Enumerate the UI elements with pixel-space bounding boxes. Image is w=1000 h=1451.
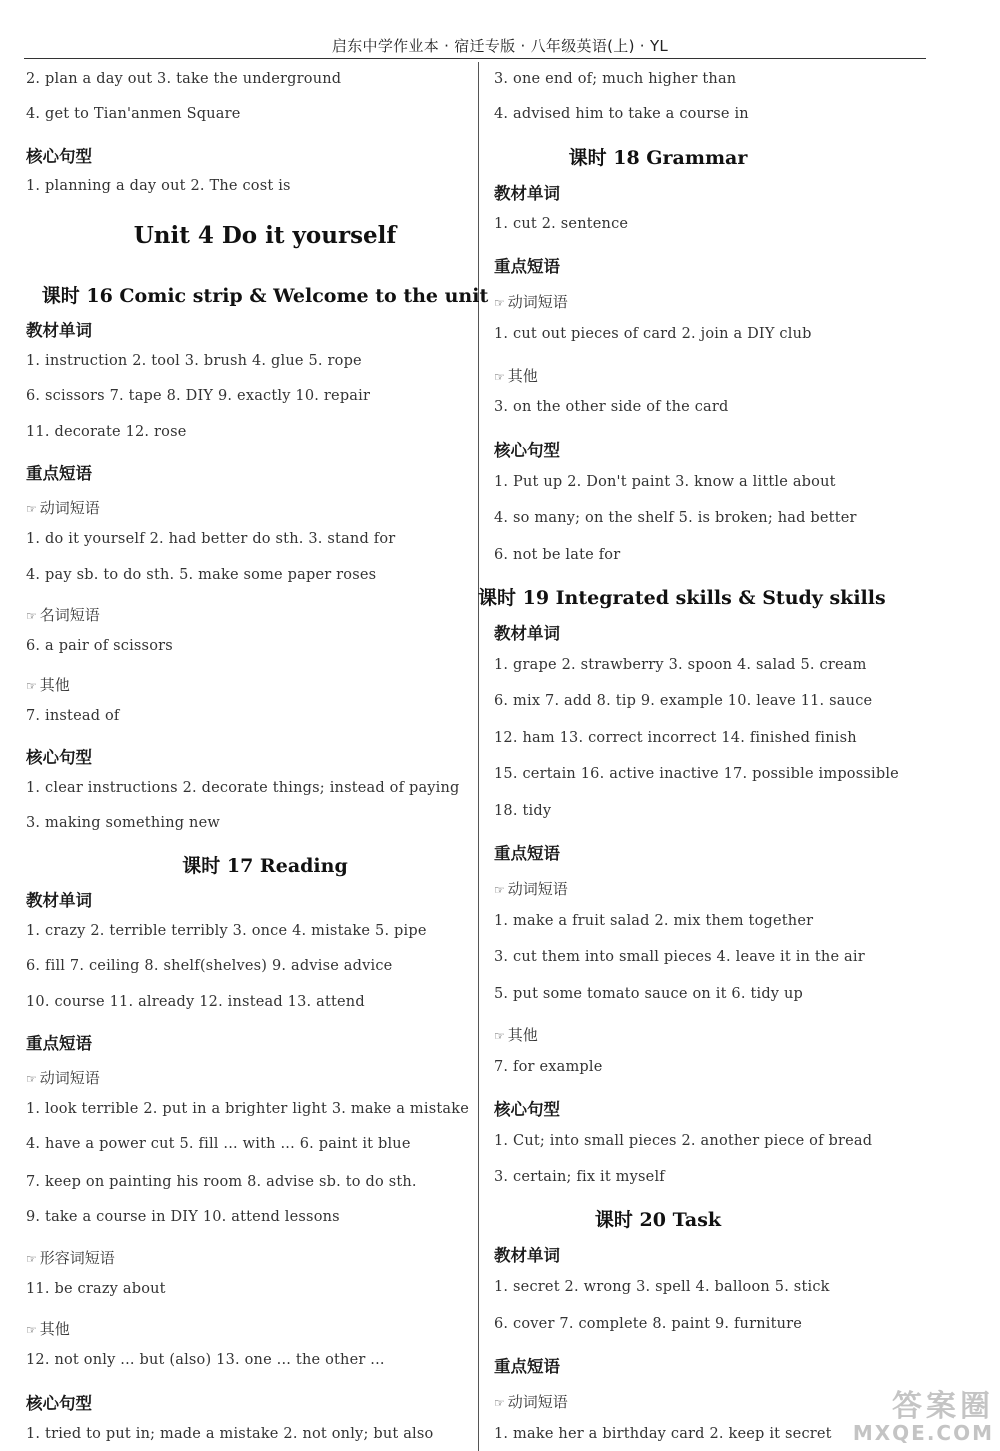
left-list-item: 1. clear instructions 2. decorate things; instead of paying (26, 780, 460, 796)
right-list-item: 6. mix 7. add 8. tip 9. example 10. leave 11. sauce (494, 693, 873, 709)
left-list-item: 12. not only ... but (also) 13. one ... the other ... (26, 1352, 385, 1368)
left-subsection-heading (26, 674, 70, 695)
watermark-domain: MXQE.COM (852, 1421, 994, 1445)
pointing-hand-icon: ☞ (494, 296, 505, 310)
right-section-heading: 重点短语 (494, 844, 560, 863)
page-header: 启东中学作业本 · 宿迁专版 · 八年级英语(上) · YL (331, 37, 669, 55)
left-unit-title: Unit 4 Do it yourself (133, 222, 397, 249)
left-subsection-heading (26, 1067, 100, 1088)
subsection-label: 动词短语 (507, 293, 568, 311)
right-list-item: 1. grape 2. strawberry 3. spoon 4. salad 5. cream (494, 657, 867, 673)
left-subsection-heading (26, 1247, 115, 1268)
left-list-item: 1. planning a day out 2. The cost is (26, 178, 291, 194)
subsection-label: 其他 (39, 1320, 70, 1338)
subsection-label: 动词短语 (39, 1069, 100, 1087)
pointing-hand-icon: ☞ (26, 1323, 37, 1337)
right-subsection-heading (494, 1024, 538, 1045)
header-rule (24, 58, 926, 59)
right-list-item: 1. cut out pieces of card 2. join a DIY club (494, 326, 812, 342)
pointing-hand-icon: ☞ (494, 1396, 505, 1410)
right-list-item: 3. certain; fix it myself (494, 1169, 665, 1185)
pointing-hand-icon: ☞ (494, 1029, 505, 1043)
left-section-heading: 核心句型 (26, 1394, 92, 1413)
right-section-heading: 教材单词 (494, 1246, 560, 1265)
subsection-label: 其他 (39, 676, 70, 694)
pointing-hand-icon: ☞ (26, 679, 37, 693)
subsection-label: 其他 (507, 1026, 538, 1044)
right-list-item: 1. Put up 2. Don't paint 3. know a little about (494, 474, 836, 490)
right-list-item: 6. cover 7. complete 8. paint 9. furniture (494, 1316, 803, 1332)
right-section-heading: 教材单词 (494, 184, 560, 203)
subsection-label: 动词短语 (507, 1393, 568, 1411)
left-list-item: 1. look terrible 2. put in a brighter light 3. make a mistake (26, 1101, 469, 1117)
pointing-hand-icon: ☞ (26, 502, 37, 516)
right-list-item: 1. make her a birthday card 2. keep it secret (494, 1426, 832, 1442)
right-section-heading: 核心句型 (494, 441, 560, 460)
left-list-item: 10. course 11. already 12. instead 13. attend (26, 994, 365, 1010)
right-list-item: 7. for example (494, 1059, 603, 1075)
left-list-item: 3. making something new (26, 815, 220, 831)
left-lesson-title: 课时 16 Comic strip & Welcome to the unit (41, 285, 489, 307)
right-lesson-title: 课时 19 Integrated skills & Study skills (478, 587, 886, 609)
right-subsection-heading (494, 365, 538, 386)
left-section-heading: 重点短语 (26, 464, 92, 483)
right-list-item: 4. advised him to take a course in (494, 106, 749, 122)
pointing-hand-icon: ☞ (494, 883, 505, 897)
left-list-item: 1. instruction 2. tool 3. brush 4. glue 5. rope (26, 353, 362, 369)
left-list-item: 6. fill 7. ceiling 8. shelf(shelves) 9. advise advice (26, 958, 393, 974)
subsection-label: 形容词短语 (39, 1249, 115, 1267)
left-section-heading: 教材单词 (26, 891, 92, 910)
left-list-item: 1. do it yourself 2. had better do sth. 3. stand for (26, 531, 396, 547)
left-list-item: 7. keep on painting his room 8. advise sb. to do sth. (26, 1174, 417, 1190)
right-list-item: 3. on the other side of the card (494, 399, 729, 415)
right-lesson-title: 课时 18 Grammar (568, 147, 748, 169)
right-subsection-heading (494, 1391, 568, 1412)
left-list-item: 4. have a power cut 5. fill ... with ... 6. paint it blue (26, 1136, 411, 1152)
column-divider (478, 62, 479, 1451)
right-section-heading: 重点短语 (494, 257, 560, 276)
pointing-hand-icon: ☞ (26, 609, 37, 623)
subsection-label: 动词短语 (507, 880, 568, 898)
right-list-item: 18. tidy (494, 803, 552, 819)
left-subsection-heading (26, 1318, 70, 1339)
right-subsection-heading (494, 291, 568, 312)
left-list-item: 4. pay sb. to do sth. 5. make some paper roses (26, 567, 377, 583)
right-list-item: 1. Cut; into small pieces 2. another piece of bread (494, 1133, 873, 1149)
right-list-item: 4. so many; on the shelf 5. is broken; had better (494, 510, 857, 526)
right-list-item: 15. certain 16. active inactive 17. possible impossible (494, 766, 899, 782)
left-list-item: 11. decorate 12. rose (26, 424, 187, 440)
left-subsection-heading (26, 497, 100, 518)
left-section-heading: 重点短语 (26, 1034, 92, 1053)
left-list-item: 2. plan a day out 3. take the underground (26, 71, 342, 87)
pointing-hand-icon: ☞ (494, 370, 505, 384)
right-section-heading: 重点短语 (494, 1357, 560, 1376)
left-list-item: 1. crazy 2. terrible terribly 3. once 4. mistake 5. pipe (26, 923, 427, 939)
right-list-item: 3. one end of; much higher than (494, 71, 737, 87)
right-lesson-title: 课时 20 Task (594, 1209, 722, 1231)
subsection-label: 名词短语 (39, 606, 100, 624)
right-list-item: 5. put some tomato sauce on it 6. tidy up (494, 986, 804, 1002)
pointing-hand-icon: ☞ (26, 1072, 37, 1086)
left-list-item: 11. be crazy about (26, 1281, 166, 1297)
left-section-heading: 核心句型 (26, 748, 92, 767)
right-list-item: 1. cut 2. sentence (494, 216, 629, 232)
left-list-item: 4. get to Tian'anmen Square (26, 106, 241, 122)
left-list-item: 1. tried to put in; made a mistake 2. not only; but also (26, 1426, 434, 1442)
pointing-hand-icon: ☞ (26, 1252, 37, 1266)
left-section-heading: 教材单词 (26, 321, 92, 340)
right-list-item: 3. cut them into small pieces 4. leave it in the air (494, 949, 865, 965)
left-lesson-title: 课时 17 Reading (182, 855, 348, 877)
right-list-item: 1. secret 2. wrong 3. spell 4. balloon 5. stick (494, 1279, 830, 1295)
right-subsection-heading (494, 878, 568, 899)
watermark-logo: 答案圈 (892, 1389, 994, 1424)
left-section-heading: 核心句型 (26, 147, 92, 166)
right-list-item: 6. not be late for (494, 547, 621, 563)
left-subsection-heading (26, 604, 100, 625)
subsection-label: 动词短语 (39, 499, 100, 517)
left-list-item: 6. scissors 7. tape 8. DIY 9. exactly 10. repair (26, 388, 371, 404)
watermark (814, 1389, 994, 1448)
left-list-item: 7. instead of (26, 708, 120, 724)
left-list-item: 9. take a course in DIY 10. attend lessons (26, 1209, 340, 1225)
left-list-item: 6. a pair of scissors (26, 638, 173, 654)
right-section-heading: 教材单词 (494, 624, 560, 643)
right-list-item: 1. make a fruit salad 2. mix them together (494, 913, 814, 929)
subsection-label: 其他 (507, 367, 538, 385)
right-section-heading: 核心句型 (494, 1100, 560, 1119)
right-list-item: 12. ham 13. correct incorrect 14. finished finish (494, 730, 857, 746)
